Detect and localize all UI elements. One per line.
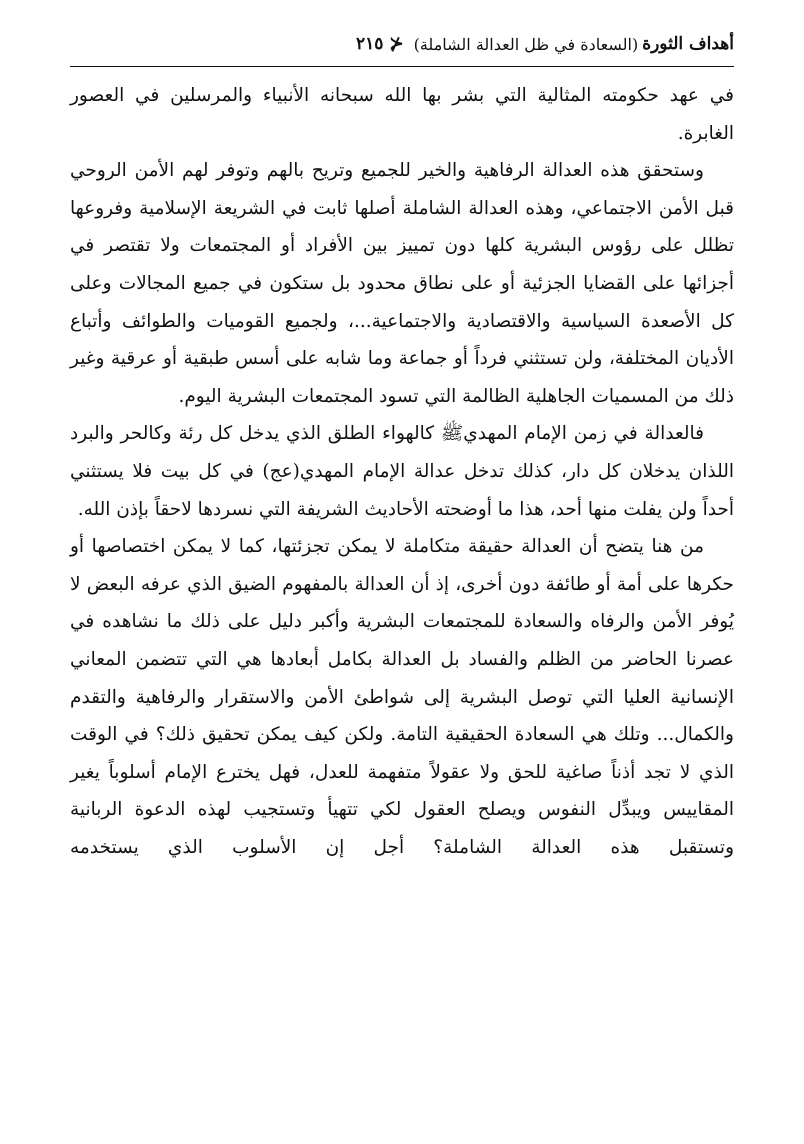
paragraph-3: فالعدالة في زمن الإمام المهدي‌ﷺ كالهواء الطلق الذي يدخل كل رئة وكالحر والبرد اللذان يدخلان كل دار، كذلك تدخل عدالة الإمام المهدي(عج) في كل بيت فلا يستثني أحداً ولن يفلت منها أحد، هذا ما أوضحته الأحاديث الشريفة التي نسردها لاحقاً بإذن الله. bbox=[70, 423, 734, 520]
header-subtitle: (السعادة في ظل العدالة الشاملة) bbox=[413, 34, 639, 54]
paragraph-4: من هنا يتضح أن العدالة حقيقة متكاملة لا يمكن تجزئتها، كما لا يمكن اختصاصها أو حكرها على أمة أو طائفة دون أخرى، إذ أن العدالة بالمفهوم الضيق الذي عرفه البعض لا يُوفر الأمن والرفاه والسعادة للمجتمعات البشرية وأكبر دليل على ذلك ما نشاهده في عصرنا الحاضر من الظلم والفساد بل العدالة بكامل أبعادها هي التي تتضمن المعاني الإنسانية العليا التي توصل البشرية إلى شواطئ الأمن والاستقرار والرفاهية والتقدم والكمال... وتلك هي السعادة الحقيقية التامة. ولكن كيف يمكن تحقيق ذلك؟ في الوقت الذي لا تجد أذناً صاغية للحق ولا عقولاً متفهمة للعدل، فهل يخترع الإمام أسلوباً يغير المقاييس ويبدِّل النفوس ويصلح العقول لكي تتهيأ وتستجيب لهذه الدعوة الربانية وتستقبل هذه العدالة الشاملة؟ أجل إن الأسلوب الذي يستخدمه bbox=[70, 536, 734, 858]
header-rule bbox=[70, 66, 734, 67]
page-number-value: ٢١٥ bbox=[356, 34, 384, 54]
paragraph-1: في عهد حكومته المثالية التي بشر بها الله سبحانه الأنبياء والمرسلين في العصور الغابرة. bbox=[70, 85, 734, 144]
paragraph-2: وستحقق هذه العدالة الرفاهية والخير للجميع وتريح بالهم وتوفر لهم الأمن الروحي قبل الأمن الاجتماعي، وهذه العدالة الشاملة أصلها ثابت في الشريعة الإسلامية وفروعها تظلل على رؤوس البشرية كلها دون تمييز بين الأفراد أو المجتمعات ولا تقتصر في أجزائها على القضايا الجزئية أو على نطاق محدود بل ستكون في جميع المجالات وعلى كل الأصعدة السياسية والاقتصادية والاجتماعية...، ولجميع القوميات والطوائف وأتباع الأديان المختلفة، ولن تستثني فرداً أو جماعة وما شابه على أسس طبقية أو عرقية وغير ذلك من المسميات الجاهلية الظالمة التي تسود المجتمعات البشرية اليوم. bbox=[70, 160, 734, 407]
book-page bbox=[70, 24, 734, 866]
page-number bbox=[356, 34, 404, 54]
header-title: أهداف الثورة bbox=[642, 34, 734, 54]
page-body bbox=[70, 77, 734, 866]
header-separator: ⊀ bbox=[389, 34, 404, 54]
running-header bbox=[70, 24, 734, 64]
